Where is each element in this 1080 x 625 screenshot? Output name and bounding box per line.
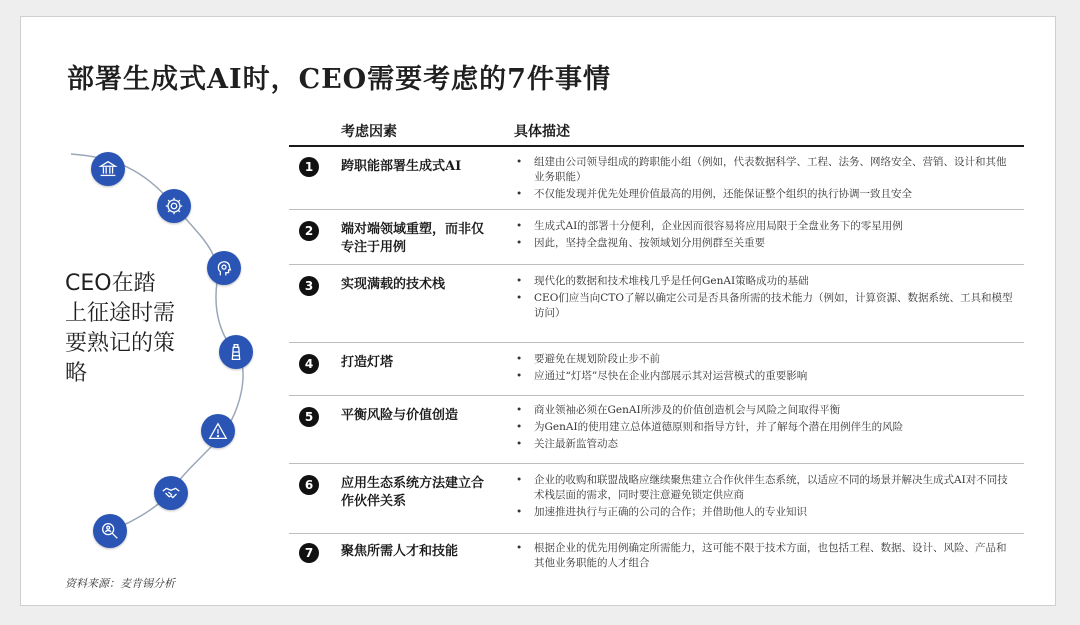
row-bullets: [514, 274, 1014, 323]
list-item: • 组建由公司领导组成的跨职能小组（例如，代表数据科学、工程、法务、网络安全、营销、设计和其他业务职能）: [514, 155, 1014, 185]
row-number: 7: [299, 543, 319, 563]
table-row: [289, 209, 1024, 265]
slide: [20, 16, 1056, 606]
tagline: CEO在踏上征途时需要熟记的策略: [65, 271, 176, 386]
table-row: [289, 342, 1024, 396]
list-item: • 因此，坚持全盘视角、按领域划分用例群至关重要: [514, 236, 1014, 251]
table-row: [289, 147, 1024, 210]
list-item: • 加速推进执行与正确的公司的合作；并借助他人的专业知识: [514, 505, 1014, 520]
head-lightbulb-icon: [207, 251, 241, 285]
row-bullets: [514, 541, 1014, 573]
page-title: 部署生成式AI时，CEO需要考虑的7件事情: [67, 64, 611, 95]
header-factor: 考虑因素: [341, 124, 397, 140]
warning-icon: [201, 414, 235, 448]
row-number: 3: [299, 276, 319, 296]
list-item: • 不仅能发现并优先处理价值最高的用例，还能保证整个组织的执行协调一致且安全: [514, 187, 1014, 202]
table-row: [289, 463, 1024, 534]
row-factor: 端对端领域重塑，而非仅专注于用例: [341, 222, 485, 255]
source-note: 资料来源：麦肯锡分析: [65, 577, 175, 590]
list-item: • 根据企业的优先用例确定所需能力，这可能不限于技术方面，也包括工程、数据、设计、风险、产品和其他业务职能的人才组合: [514, 541, 1014, 571]
row-factor: 聚焦所需人才和技能: [341, 544, 459, 559]
row-bullets: [514, 473, 1014, 522]
list-item: • 为GenAI的使用建立总体道德原则和指导方针，并了解每个潜在用例伴生的风险: [514, 420, 1014, 435]
table-row: [289, 395, 1024, 464]
gear-icon: [157, 189, 191, 223]
list-item: • 生成式AI的部署十分便利，企业因而很容易将应用局限于全盘业务下的零星用例: [514, 219, 1014, 234]
table-row: [289, 533, 1024, 579]
bank-icon: [91, 152, 125, 186]
list-item: • 关注最新监管动态: [514, 437, 1014, 452]
row-number: 2: [299, 221, 319, 241]
row-number: 5: [299, 407, 319, 427]
row-bullets: [514, 403, 1014, 454]
row-bullets: [514, 219, 1014, 253]
lighthouse-icon: [219, 335, 253, 369]
list-item: • 应通过“灯塔”尽快在企业内部展示其对运营模式的重要影响: [514, 369, 1014, 384]
header-description: 具体描述: [514, 124, 570, 140]
list-item: • 企业的收购和联盟战略应继续聚焦建立合作伙伴生态系统，以适应不同的场景并解决生成式AI对不同技术栈层面的需求，同时要注意避免锁定供应商: [514, 473, 1014, 503]
row-number: 4: [299, 354, 319, 374]
list-item: • 商业领袖必须在GenAI所涉及的价值创造机会与风险之间取得平衡: [514, 403, 1014, 418]
row-bullets: [514, 352, 1014, 386]
row-number: 6: [299, 475, 319, 495]
magnifier-person-icon: [93, 514, 127, 548]
row-bullets: [514, 155, 1014, 204]
list-item: • CEO们应当向CTO了解以确定公司是否具备所需的技术能力（例如，计算资源、数据系统、工具和模型访问）: [514, 291, 1014, 321]
table-row: [289, 264, 1024, 343]
row-factor: 实现满载的技术栈: [341, 277, 446, 292]
list-item: • 要避免在规划阶段止步不前: [514, 352, 1014, 367]
handshake-icon: [154, 476, 188, 510]
row-number: 1: [299, 157, 319, 177]
row-factor: 应用生态系统方法建立合作伙伴关系: [341, 476, 485, 509]
row-factor: 平衡风险与价值创造: [341, 408, 459, 423]
row-factor: 打造灯塔: [341, 355, 394, 370]
row-factor: 跨职能部署生成式AI: [341, 159, 462, 174]
list-item: • 现代化的数据和技术堆栈几乎是任何GenAI策略成功的基础: [514, 274, 1014, 289]
